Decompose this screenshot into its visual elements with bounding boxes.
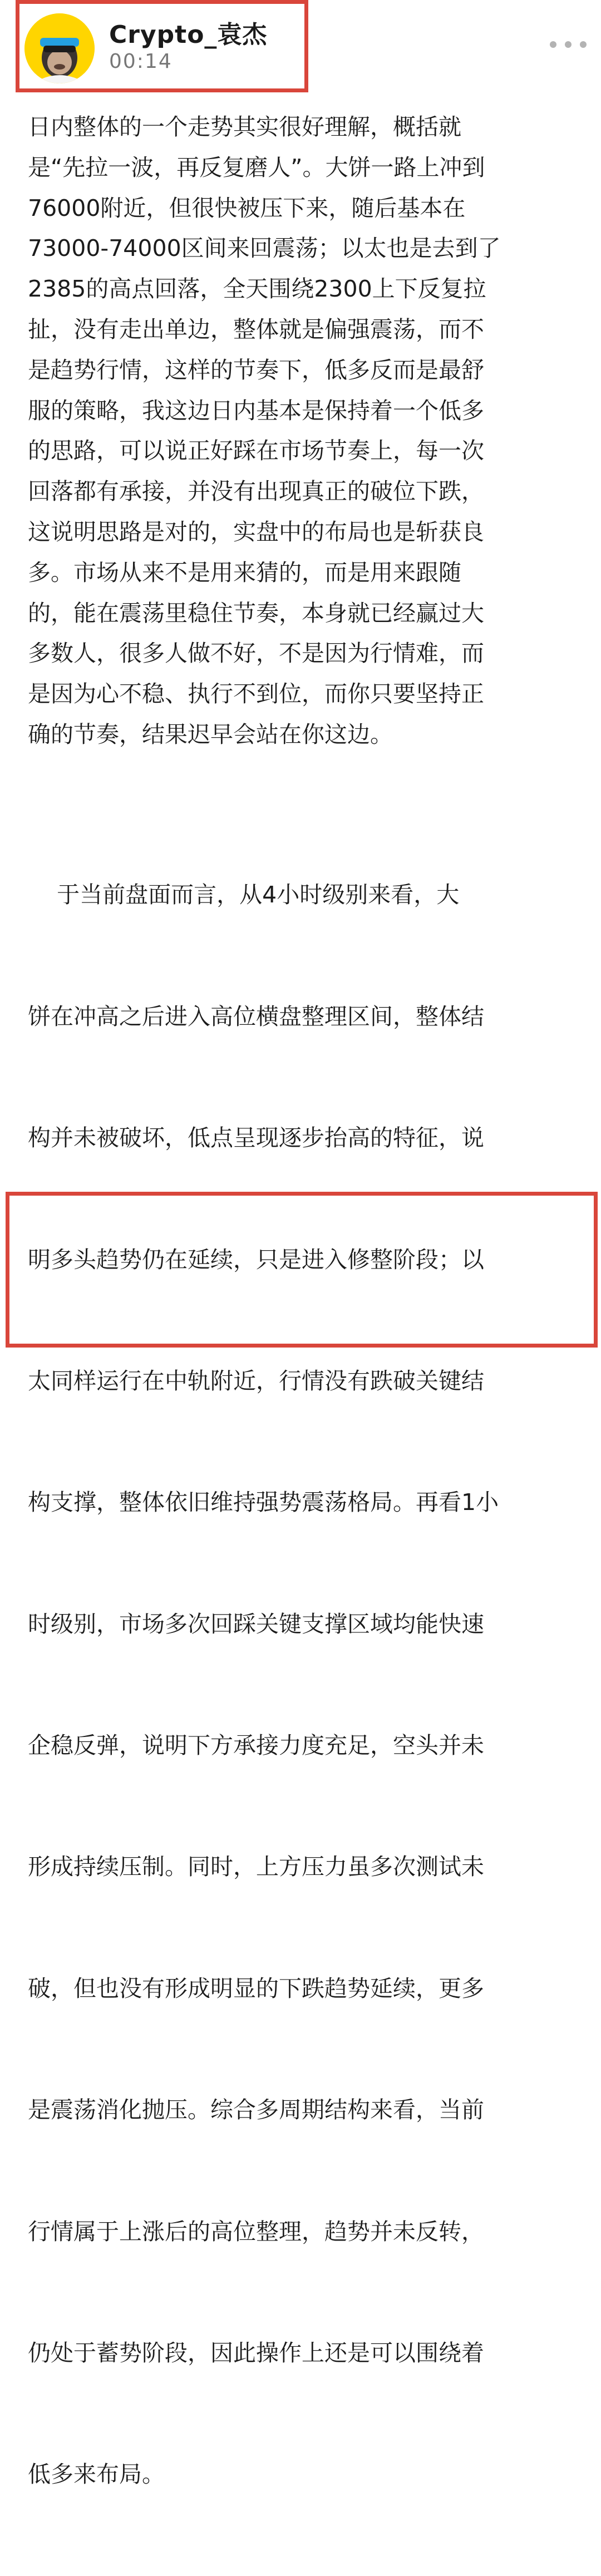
- text-line: 仍处于蓄势阶段，因此操作上还是可以围绕着: [28, 2340, 484, 2367]
- text-line: 行情属于上涨后的高位整理，趋势并未反转，: [28, 2218, 484, 2245]
- text-line: 的，能在震荡里稳住节奏，本身就已经赢过大: [28, 599, 484, 626]
- text-line: 扯，没有走出单边，整体就是偏强震荡，而不: [28, 315, 484, 343]
- text-line: 是趋势行情，这样的节奏下，低多反而是最舒: [28, 356, 484, 383]
- text-line: 破，但也没有形成明显的下跌趋势延续，更多: [28, 1975, 484, 2002]
- paragraph-2: [28, 794, 584, 2576]
- post-time: 00:14: [109, 50, 173, 73]
- dot: [550, 41, 556, 48]
- text-line: 是“先拉一波，再反复磨人”。大饼一路上冲到: [28, 154, 485, 181]
- dot: [580, 41, 587, 48]
- text-line: 73000-74000区间来回震荡；以太也是去到了: [28, 235, 501, 262]
- text-line: 日内整体的一个走势其实很好理解，概括就: [28, 113, 461, 140]
- text-line: 低多来布局。: [28, 2461, 165, 2488]
- text-line: 太同样运行在中轨附近，行情没有跌破关键结: [28, 1367, 484, 1394]
- text-line: 多。市场从来不是用来猜的，而是用来跟随: [28, 559, 461, 586]
- text-line: 饼在冲高之后进入高位横盘整理区间，整体结: [28, 1003, 484, 1030]
- text-line: 是因为心不稳、执行不到位，而你只要坚持正: [28, 680, 484, 708]
- text-line: 时级别，市场多次回踩关键支撑区域均能快速: [28, 1610, 484, 1637]
- text-line: 形成持续压制。同时，上方压力虽多次测试未: [28, 1853, 484, 1881]
- text-line: 构并未被破坏，低点呈现逐步抬高的特征，说: [28, 1124, 484, 1152]
- text-line: 是震荡消化抛压。综合多周期结构来看，当前: [28, 2096, 484, 2124]
- text-line: 的思路，可以说正好踩在市场节奏上，每一次: [28, 437, 484, 465]
- dot: [565, 41, 572, 48]
- text-line: 于当前盘面而言，从4小时级别来看，大: [28, 881, 460, 909]
- more-dots-icon[interactable]: [550, 33, 587, 56]
- author-name[interactable]: Crypto_袁杰: [109, 21, 268, 49]
- text-line: 确的节奏，结果迟早会站在你这边。: [28, 721, 393, 748]
- highlight-box-conclusion: [6, 1192, 598, 1348]
- highlight-box-header: [16, 0, 308, 92]
- text-line: 构支撑，整体依旧维持强势震荡格局。再看1小: [28, 1489, 499, 1516]
- text-line: 2385的高点回落，全天围绕2300上下反复拉: [28, 275, 486, 303]
- text-line: 多数人，很多人做不好，不是因为行情难，而: [28, 640, 484, 667]
- paragraph-gap: [28, 755, 584, 794]
- text-line: 服的策略，我这边日内基本是保持着一个低多: [28, 397, 484, 424]
- text-line: 这说明思路是对的，实盘中的布局也是斩获良: [28, 518, 484, 545]
- text-line: 明多头趋势仍在延续，只是进入修整阶段；以: [28, 1246, 484, 1273]
- text-line: 76000附近，但很快被压下来，随后基本在: [28, 194, 466, 221]
- text-line: 企稳反弹，说明下方承接力度充足，空头并未: [28, 1732, 484, 1759]
- text-line: 回落都有承接，并没有出现真正的破位下跌，: [28, 478, 484, 505]
- paragraph-1: [28, 107, 584, 755]
